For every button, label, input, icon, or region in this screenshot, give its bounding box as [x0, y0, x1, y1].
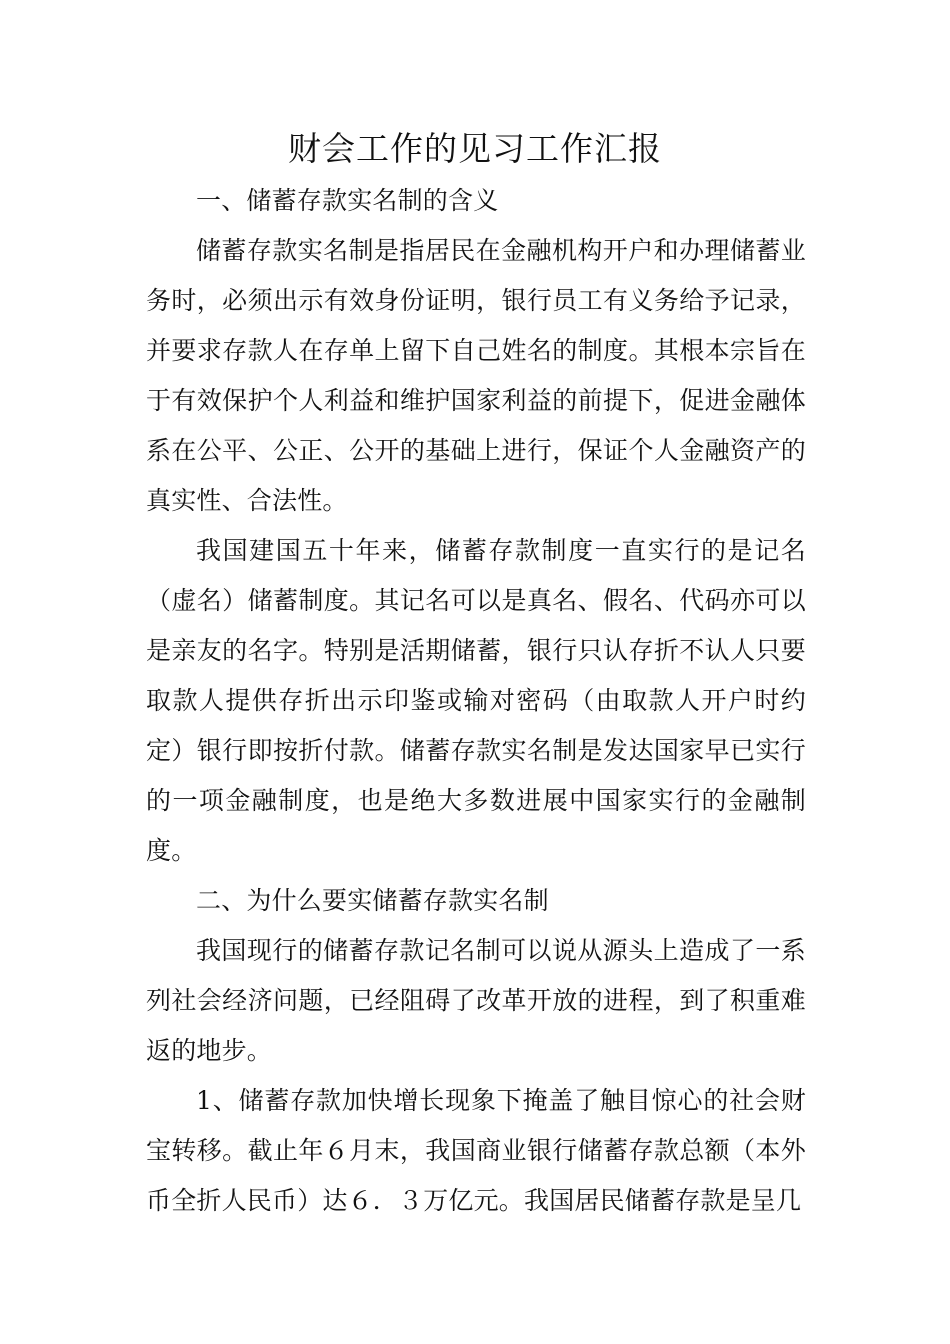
section-heading-1: 一、储蓄存款实名制的含义 [196, 186, 499, 215]
document-body [146, 176, 806, 1226]
paragraph: 我国现行的储蓄存款记名制可以说从源头上造成了一系列社会经济问题，已经阻碍了改革开放的进程，到了积重难返的地步。 [146, 936, 806, 1065]
section-heading-2: 二、为什么要实储蓄存款实名制 [196, 886, 549, 915]
document-title: 财会工作的见习工作汇报 [288, 129, 662, 168]
paragraph: 我国建国五十年来，储蓄存款制度一直实行的是记名（虚名）储蓄制度。其记名可以是真名、假名、代码亦可以是亲友的名字。特别是活期储蓄，银行只认存折不认人只要取款人提供存折出示印鉴或输对密码（由取款人开户时约定）银行即按折付款。储蓄存款实名制是发达国家早已实行的一项金融制度，也是绝大多数进展中国家实行的金融制度。 [146, 536, 806, 865]
paragraph: 1、储蓄存款加快增长现象下掩盖了触目惊心的社会财宝转移。截止年６月末，我国商业银行储蓄存款总额（本外币全折人民币）达６．３万亿元。我国居民储蓄存款是呈几 [146, 1086, 806, 1215]
paragraph: 储蓄存款实名制是指居民在金融机构开户和办理储蓄业务时，必须出示有效身份证明，银行员工有义务给予记录，并要求存款人在存单上留下自己姓名的制度。其根本宗旨在于有效保护个人利益和维护国家利益的前提下，促进金融体系在公平、公正、公开的基础上进行，保证个人金融资产的真实性、合法性。 [146, 236, 806, 515]
